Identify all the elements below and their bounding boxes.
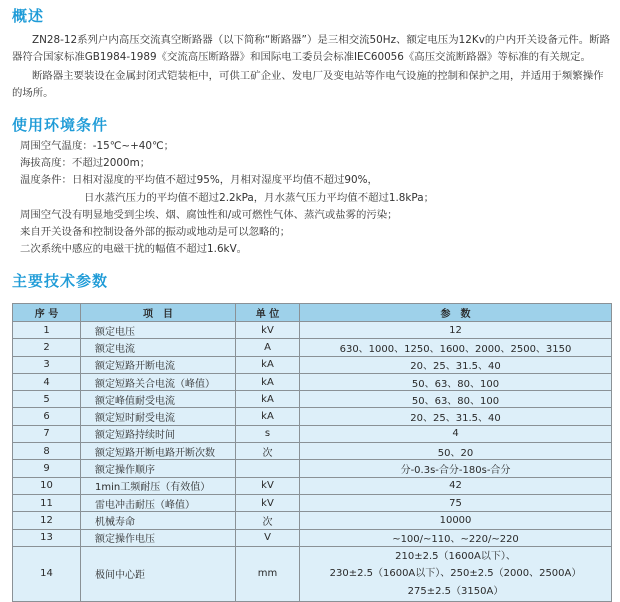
row-item: 极间中心距 xyxy=(81,546,236,601)
row-unit: kV xyxy=(236,322,300,339)
overview-paragraph-2: 断路器主要装设在金属封闭式铠装柜中，可供工矿企业、发电厂及变电站等作电气设施的控制和保护之用，并适用于频繁操作的场所。 xyxy=(12,70,604,99)
table-row xyxy=(13,529,612,546)
row-value: 10000 xyxy=(300,512,612,529)
environment-heading: 使用环境条件 xyxy=(12,116,109,134)
row-item: 额定短路关合电流（峰值） xyxy=(81,373,236,390)
environment-line: 来自开关设备和控制设备外部的振动或地动是可以忽略的； xyxy=(20,225,291,238)
header-item: 项 目 xyxy=(81,304,236,322)
table-row xyxy=(13,373,612,390)
row-item: 雷电冲击耐压（峰值） xyxy=(81,494,236,511)
row-unit xyxy=(236,460,300,477)
row-value: 75 xyxy=(300,494,612,511)
row-item: 额定操作顺序 xyxy=(81,460,236,477)
table-row xyxy=(13,322,612,339)
table-row xyxy=(13,460,612,477)
row-item: 额定短路开断电流 xyxy=(81,356,236,373)
row-no: 1 xyxy=(13,322,81,339)
row-item: 额定峰值耐受电流 xyxy=(81,391,236,408)
row-no: 8 xyxy=(13,443,81,460)
table-row xyxy=(13,546,612,601)
row-item: 机械寿命 xyxy=(81,512,236,529)
row-value: 42 xyxy=(300,477,612,494)
row-value: 630、1000、1250、1600、2000、2500、3150 xyxy=(300,339,612,356)
header-no: 序 号 xyxy=(13,304,81,322)
environment-line: 周围空气温度：-15℃~+40℃； xyxy=(20,140,175,152)
row-unit: kA xyxy=(236,408,300,425)
row-value-line: 230±2.5（1600A以下）、250±2.5（2000、2500A） xyxy=(329,568,582,580)
row-unit: kA xyxy=(236,391,300,408)
row-value-line: 275±2.5（3150A） xyxy=(407,585,504,597)
table-row xyxy=(13,339,612,356)
environment-line: 周围空气没有明显地受到尘埃、烟、腐蚀性和/或可燃性气体、蒸汽或盐雾的污染； xyxy=(20,208,398,221)
row-item: 额定电流 xyxy=(81,339,236,356)
params-heading: 主要技术参数 xyxy=(12,272,109,290)
row-no: 10 xyxy=(13,477,81,494)
row-value xyxy=(300,546,612,601)
table-row xyxy=(13,356,612,373)
environment-line: 二次系统中感应的电磁干扰的幅值不超过1.6kV。 xyxy=(20,243,248,256)
row-value: 分-0.3s-合分-180s-合分 xyxy=(300,460,612,477)
table-row xyxy=(13,443,612,460)
row-unit: s xyxy=(236,425,300,442)
table-header-row xyxy=(13,304,612,322)
table-row xyxy=(13,391,612,408)
row-item: 额定短路持续时间 xyxy=(81,425,236,442)
row-unit: V xyxy=(236,529,300,546)
table-row xyxy=(13,425,612,442)
row-value: ~100/~110、~220/~220 xyxy=(300,529,612,546)
header-unit: 单 位 xyxy=(236,304,300,322)
row-no: 2 xyxy=(13,339,81,356)
table-row xyxy=(13,477,612,494)
spec-table xyxy=(12,303,612,602)
row-value: 50、20 xyxy=(300,443,612,460)
row-unit: kA xyxy=(236,373,300,390)
table-row xyxy=(13,512,612,529)
table-row xyxy=(13,494,612,511)
row-no: 3 xyxy=(13,356,81,373)
row-item: 额定电压 xyxy=(81,322,236,339)
row-value: 50、63、80、100 xyxy=(300,373,612,390)
row-unit: 次 xyxy=(236,512,300,529)
row-value: 50、63、80、100 xyxy=(300,391,612,408)
table-row xyxy=(13,408,612,425)
row-unit: kV xyxy=(236,477,300,494)
row-unit: 次 xyxy=(236,443,300,460)
row-no: 14 xyxy=(13,546,81,601)
row-unit: kA xyxy=(236,356,300,373)
header-value: 参 数 xyxy=(300,304,612,322)
row-no: 9 xyxy=(13,460,81,477)
row-item: 额定操作电压 xyxy=(81,529,236,546)
row-no: 4 xyxy=(13,373,81,390)
row-unit: mm xyxy=(236,546,300,601)
environment-list xyxy=(20,138,610,258)
row-no: 12 xyxy=(13,512,81,529)
row-no: 7 xyxy=(13,425,81,442)
environment-line: 日水蒸汽压力的平均值不超过2.2kPa，月水蒸气压力平均值不超过1.8kPa； xyxy=(84,191,434,204)
environment-line: 海拔高度：不超过2000m； xyxy=(20,157,151,170)
row-unit: kV xyxy=(236,494,300,511)
environment-line: 温度条件：日相对湿度的平均值不超过95%，月相对湿度平均值不超过90%， xyxy=(20,174,378,187)
row-value: 12 xyxy=(300,322,612,339)
row-no: 11 xyxy=(13,494,81,511)
row-no: 5 xyxy=(13,391,81,408)
row-value-line: 210±2.5（1600A以下）、 xyxy=(395,550,516,562)
row-item: 额定短时耐受电流 xyxy=(81,408,236,425)
row-no: 13 xyxy=(13,529,81,546)
row-no: 6 xyxy=(13,408,81,425)
row-unit: A xyxy=(236,339,300,356)
row-value: 20、25、31.5、40 xyxy=(300,408,612,425)
row-value: 4 xyxy=(300,425,612,442)
overview-heading: 概述 xyxy=(12,7,45,25)
overview-paragraph-1: ZN28-12系列户内高压交流真空断路器（以下简称“断路器”）是三相交流50Hz、额定电压为12Kv的户内开关设备元件。断路器符合国家标准GB1984-1989《交流高压断路器》和国际电工委员会标准IEC60056《高压交流断路器》等标准的有关规定。 xyxy=(12,34,610,63)
row-item: 额定短路开断电路开断次数 xyxy=(81,443,236,460)
row-value: 20、25、31.5、40 xyxy=(300,356,612,373)
row-item: 1min工频耐压（有效值） xyxy=(81,477,236,494)
